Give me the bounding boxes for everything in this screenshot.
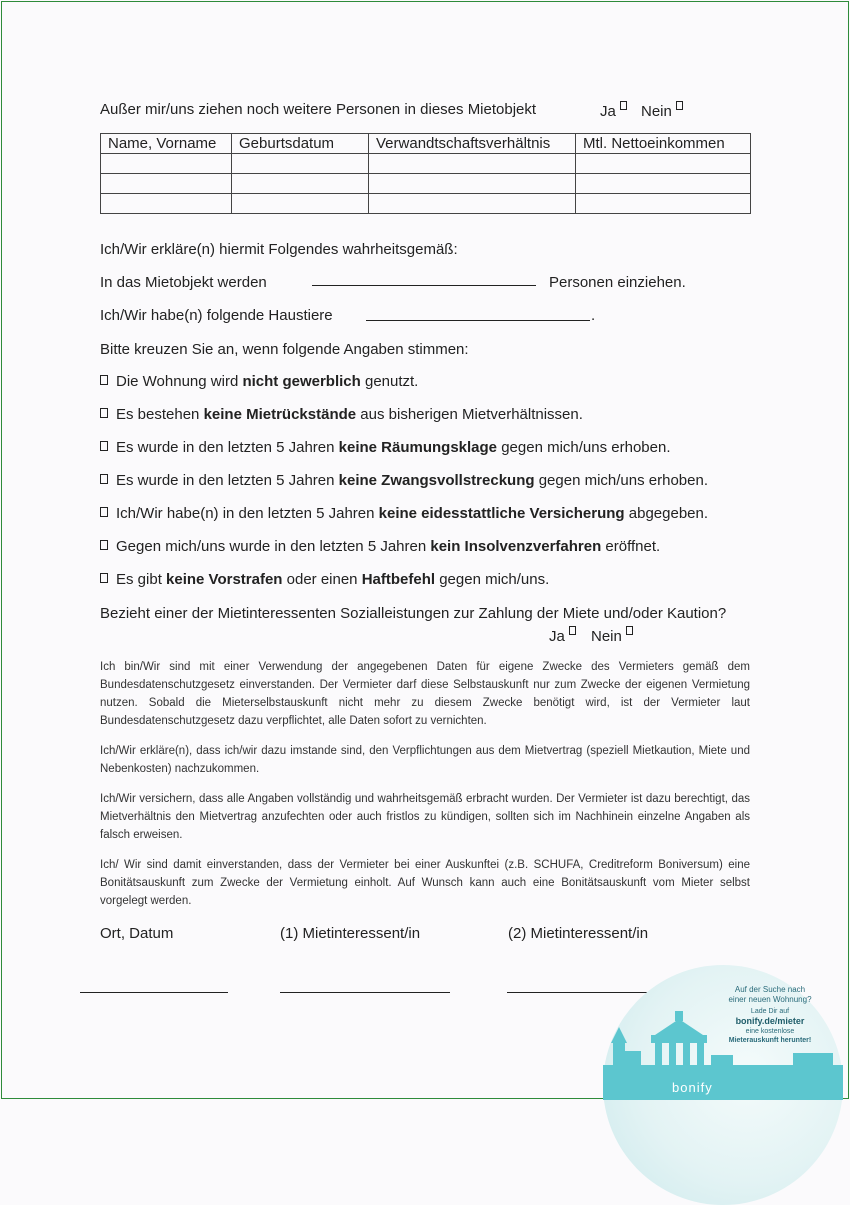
ad-line1: Auf der Suche nach [734, 985, 806, 994]
signature-place-date-line[interactable] [80, 992, 228, 993]
ad-line4: eine kostenlose [745, 1028, 795, 1035]
table-cell[interactable] [369, 154, 576, 174]
ad-line2: einer neuen Wohnung? [728, 995, 812, 1004]
checklist-checkbox[interactable] [100, 540, 108, 550]
table-header-row [101, 134, 751, 154]
persons-table [100, 133, 751, 214]
pets-label: Ich/Wir habe(n) folgende Haustiere [100, 307, 333, 324]
column-header-relationship: Verwandtschaftsverhältnis [369, 134, 576, 154]
ad-line5: Mieterauskunft herunter! [728, 1037, 812, 1044]
paragraph-data-protection: Ich bin/Wir sind mit einer Verwendung der angegebenen Daten für eigene Zwecke des Vermieters gemäß dem Bundesdatenschutzgesetz einverstanden. Der Vermieter darf diese Selbstauskunft nur zum Zwecke der eigenen Vermietung nutzen. Sobald die Mieterselbstauskunft nicht mehr zu diesem Zwecke benötigt wird, ist der Vermieter laut Bundesdatenschutzgesetz dazu verpflichtet, alle Daten sofort zu vernichten. [100, 661, 750, 727]
social-no-checkbox[interactable] [626, 626, 633, 635]
table-cell[interactable] [232, 154, 369, 174]
checklist-item-insolvency: Gegen mich/uns wurde in den letzten 5 Jahren kein Insolvenzverfahren eröffnet. [116, 538, 661, 555]
checklist-checkbox[interactable] [100, 408, 108, 418]
checklist-checkbox[interactable] [100, 507, 108, 517]
social-no [591, 626, 633, 645]
ad-url[interactable]: bonify.de/mieter [735, 1016, 805, 1026]
social-yes-label: Ja [549, 628, 565, 645]
table-cell[interactable] [232, 174, 369, 194]
social-question: Bezieht einer der Mietinteressenten Sozialleistungen zur Zahlung der Miete und/oder Kaution? [100, 605, 727, 622]
household-no-label: Nein [641, 103, 672, 120]
persons-count-label: In das Mietobjekt werden [100, 274, 267, 291]
table-cell[interactable] [369, 174, 576, 194]
table-cell[interactable] [101, 194, 232, 214]
signature-tenant1-line[interactable] [280, 992, 450, 993]
persons-count-field[interactable] [312, 285, 536, 286]
table-cell[interactable] [101, 174, 232, 194]
table-cell[interactable] [576, 194, 751, 214]
paragraph-truthfulness: Ich/Wir versichern, dass alle Angaben vollständig und wahrheitsgemäß erbracht wurden. Der Vermieter ist dazu berechtigt, das Mietverhältnis den Mietvertrag anzufechten oder auch fristlos zu kündigen, sollten sich im Nachhinein einzelne Angaben als falsch erweisen. [100, 793, 750, 841]
checklist-item-enforcement: Es wurde in den letzten 5 Jahren keine Zwangsvollstreckung gegen mich/uns erhoben. [116, 472, 708, 489]
declaration-intro: Ich/Wir erkläre(n) hiermit Folgendes wahrheitsgemäß: [100, 241, 458, 258]
checklist-item-criminal-record: Es gibt keine Vorstrafen oder einen Haftbefehl gegen mich/uns. [116, 571, 550, 588]
social-yes-checkbox[interactable] [569, 626, 576, 635]
household-yes-checkbox[interactable] [620, 101, 627, 110]
checklist-intro: Bitte kreuzen Sie an, wenn folgende Angaben stimmen: [100, 341, 469, 358]
table-row [101, 174, 751, 194]
ad-line3: Lade Dir auf [750, 1008, 790, 1015]
social-yes [549, 626, 576, 645]
checklist-checkbox[interactable] [100, 474, 108, 484]
table-cell[interactable] [576, 174, 751, 194]
table-cell[interactable] [576, 154, 751, 174]
checklist-checkbox[interactable] [100, 573, 108, 583]
signature-tenant1-label: (1) Mietinteressent/in [280, 925, 421, 942]
table-cell[interactable] [232, 194, 369, 214]
checklist-item-eviction: Es wurde in den letzten 5 Jahren keine Räumungsklage gegen mich/uns erhoben. [116, 439, 671, 456]
checklist-item-rent-arrears: Es bestehen keine Mietrückstände aus bisherigen Mietverhältnissen. [116, 406, 583, 423]
column-header-name: Name, Vorname [101, 134, 232, 154]
signature-place-date-label: Ort, Datum [100, 925, 174, 942]
social-no-label: Nein [591, 628, 622, 645]
persons-count-suffix: Personen einziehen. [549, 274, 686, 291]
paragraph-credit-check: Ich/ Wir sind damit einverstanden, dass der Vermieter bei einer Auskunftei (z.B. SCHUFA, Creditreform Boniversum) eine Bonitätsauskunft zum Zwecke der Vermietung einholt. Auf Wunsch kann auch eine Bonitätsauskunft vom Mieter selbst vorgelegt werden. [100, 859, 750, 907]
column-header-income: Mtl. Nettoeinkommen [576, 134, 751, 154]
pets-suffix: . [591, 307, 596, 324]
column-header-birthdate: Geburtsdatum [232, 134, 369, 154]
checklist-item-commercial: Die Wohnung wird nicht gewerblich genutzt. [116, 373, 419, 390]
table-cell[interactable] [101, 154, 232, 174]
household-question: Außer mir/uns ziehen noch weitere Personen in dieses Mietobjekt [100, 101, 537, 118]
paragraph-obligations: Ich/Wir erkläre(n), dass ich/wir dazu imstande sind, den Verpflichtungen aus dem Mietvertrag (speziell Mietkaution, Miete und Nebenkosten) nachzukommen. [100, 745, 750, 775]
household-no [641, 101, 683, 120]
table-cell[interactable] [369, 194, 576, 214]
pets-field[interactable] [366, 320, 590, 321]
table-row [101, 154, 751, 174]
checklist-item-affidavit: Ich/Wir habe(n) in den letzten 5 Jahren keine eidesstattliche Versicherung abgegeben. [116, 505, 709, 522]
household-no-checkbox[interactable] [676, 101, 683, 110]
household-yes-label: Ja [600, 103, 616, 120]
signature-tenant2-label: (2) Mietinteressent/in [508, 925, 649, 942]
checklist-checkbox[interactable] [100, 441, 108, 451]
checklist-checkbox[interactable] [100, 375, 108, 385]
household-yes [600, 101, 627, 120]
table-row [101, 194, 751, 214]
bonify-logo: bonify [672, 1080, 713, 1095]
